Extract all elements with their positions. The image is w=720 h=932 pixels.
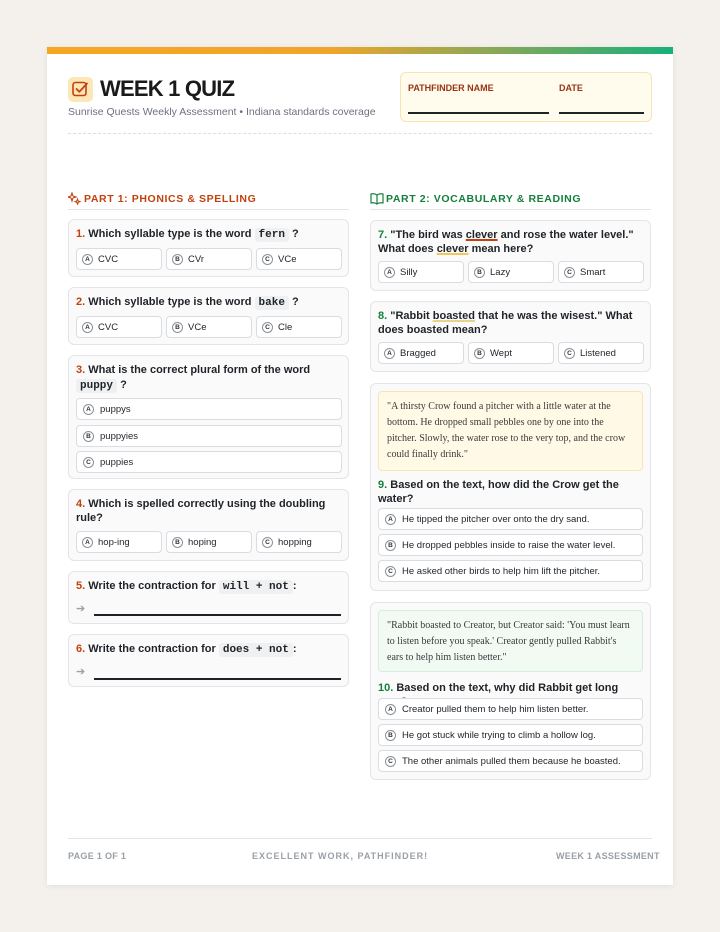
q9-option-a[interactable]: A He tipped the pitcher over onto the dry sand. (378, 508, 643, 530)
page-title: WEEK 1 QUIZ (100, 76, 235, 101)
question-8-text: 8. "Rabbit boasted that he was the wisest." What does boasted mean? (378, 310, 633, 336)
question-2-card (68, 287, 349, 345)
q3-option-c[interactable]: C puppies (76, 451, 342, 473)
question-1-card (68, 219, 349, 277)
q1-option-b[interactable]: B CVr (166, 248, 252, 270)
part1-rule (68, 209, 349, 210)
q9-option-b[interactable]: B He dropped pebbles inside to raise the water level. (378, 534, 643, 556)
q1-option-c[interactable]: C VCe (256, 248, 342, 270)
question-3-card (68, 355, 349, 479)
q6-answer-line[interactable] (94, 678, 341, 680)
q9-option-c[interactable]: C He asked other birds to help him lift the pitcher. (378, 560, 643, 582)
question-2-text: 2. Which syllable type is the word bake ? (76, 296, 299, 309)
name-label: PATHFINDER NAME (408, 83, 494, 93)
crow-passage: "A thirsty Crow found a pitcher with a little water at the bottom. He dropped small pebbles one by one into the pitcher. Slowly, the water rose to the very top, and the crow could finally drink." (378, 391, 643, 471)
q3-option-a[interactable]: A puppys (76, 398, 342, 420)
question-4-text: 4. Which is spelled correctly using the doubling rule? (76, 498, 326, 524)
gradient-top-bar (47, 47, 673, 54)
worksheet-page: WEEK 1 QUIZ Sunrise Quests Weekly Assessment • Indiana standards coverage PATHFINDER NAME DATE PART 1: PHONICS & SPELLING 1. Which syllable type is the word fern ? A CVC B CVr C VCe 2. Which syllable type is the word bake ? A CVC B VCe C Cle 3. What is the correct plural form of the word puppy ? A puppys B puppyies C puppies 4. Which is spelled correctly using the doubling rule? A hop-ing B hoping C hopping 5. Write the contraction for will + not : ➔ 6. Write the contraction for does + not : ➔ PART 2: VOCABULARY & READING 7. "The bird was clever and rose the water level." What does clever mean here? A Silly B Lazy C Smart 8. "Rabbit boasted that he was the wisest." What does boasted mean? A Bragged B Wept C Listened "A thirsty Crow found a pitcher with a little water at the bottom. He dropped small pebbles one by one into the pitcher. Slowly, the water rose to the very top, and the crow could finally drink." 9. Based on the text, how did the Crow get the water? A He tipped the pitcher over onto the dry sand. B He dropped pebbles inside to raise the water level. C He asked other birds to help him lift the pitcher. "Rabbit boasted to Creator, but Creator said: 'You must learn to listen before you speak.' Creator gently pulled Rabbit's ears to help him listen better." 10. Based on the text, why did Rabbit get long A Creator pulled them to help him listen better. B He got stuck while trying to climb a hollow log. C The other animals pulled them because he boasted. PAGE 1 OF 1 EXCELLENT WORK, PATHFINDER! WEEK 1 ASSESSMENT (47, 47, 673, 885)
q7-option-c[interactable]: C Smart (558, 261, 644, 283)
question-6-text: 6. Write the contraction for does + not : (76, 643, 297, 656)
question-5-text: 5. Write the contraction for will + not : (76, 580, 297, 593)
q8-option-c[interactable]: C Listened (558, 342, 644, 364)
name-field[interactable] (408, 112, 549, 114)
q10-option-c[interactable]: C The other animals pulled them because he boasted. (378, 750, 643, 772)
question-5-card (68, 571, 349, 624)
q4-option-c[interactable]: C hopping (256, 531, 342, 553)
q7-option-b[interactable]: B Lazy (468, 261, 554, 283)
header-divider (68, 133, 652, 134)
q10-option-b[interactable]: B He got stuck while trying to climb a hollow log. (378, 724, 643, 746)
book-icon (370, 192, 384, 205)
question-4-card (68, 489, 349, 561)
q7-option-a[interactable]: A Silly (378, 261, 464, 283)
footer-message: EXCELLENT WORK, PATHFINDER! (252, 851, 429, 861)
question-6-card (68, 634, 349, 687)
question-10-card (370, 602, 651, 780)
q4-option-a[interactable]: A hop-ing (76, 531, 162, 553)
sparkle-icon (68, 192, 81, 205)
question-9-card (370, 383, 651, 591)
part2-rule (370, 209, 651, 210)
q2-option-c[interactable]: C Cle (256, 316, 342, 338)
arrow-icon: ➔ (76, 666, 86, 678)
footer-rule (68, 838, 652, 839)
checkbox-icon (68, 77, 93, 102)
name-date-box (400, 72, 652, 122)
question-9-text: 9. Based on the text, how did the Crow get the water? (378, 479, 619, 505)
question-8-card (370, 301, 651, 372)
date-field[interactable] (559, 112, 644, 114)
q4-option-b[interactable]: B hoping (166, 531, 252, 553)
footer-assessment-label: WEEK 1 ASSESSMENT (556, 851, 660, 861)
question-7-card (370, 220, 651, 291)
q3-option-b[interactable]: B puppyies (76, 425, 342, 447)
q5-answer-line[interactable] (94, 614, 341, 616)
arrow-icon: ➔ (76, 603, 86, 615)
question-3-text: 3. What is the correct plural form of the word puppy ? (76, 364, 311, 392)
rabbit-passage: "Rabbit boasted to Creator, but Creator said: 'You must learn to listen before you speak.' Creator gently pulled Rabbit's ears to help him listen better." (378, 610, 643, 672)
q8-option-a[interactable]: A Bragged (378, 342, 464, 364)
q10-option-a[interactable]: A Creator pulled them to help him listen better. (378, 698, 643, 720)
q2-option-a[interactable]: A CVC (76, 316, 162, 338)
date-label: DATE (559, 83, 583, 93)
question-10-text: 10. Based on the text, why did Rabbit get long (378, 682, 619, 694)
page-subtitle: Sunrise Quests Weekly Assessment • Indiana standards coverage (68, 106, 376, 118)
q1-option-a[interactable]: A CVC (76, 248, 162, 270)
question-1-text: 1. Which syllable type is the word fern ? (76, 228, 299, 241)
q2-option-b[interactable]: B VCe (166, 316, 252, 338)
footer-page-number: PAGE 1 OF 1 (68, 851, 127, 861)
question-7-text: 7. "The bird was clever and rose the water level." What does clever mean here? (378, 229, 634, 255)
q8-option-b[interactable]: B Wept (468, 342, 554, 364)
